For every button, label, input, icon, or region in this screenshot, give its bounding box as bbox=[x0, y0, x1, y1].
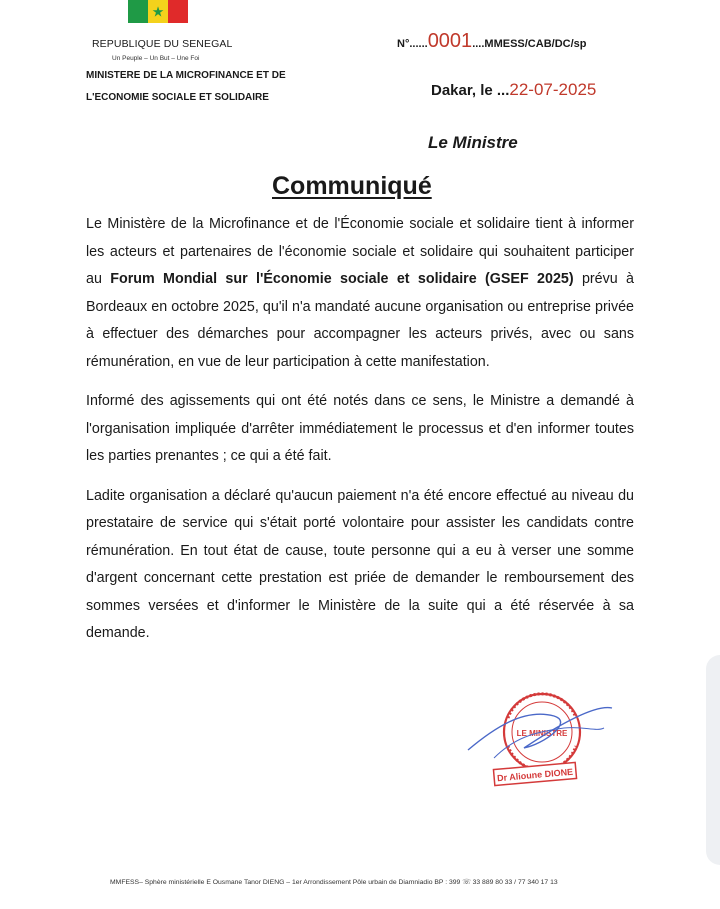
ministry-name bbox=[86, 65, 286, 109]
senegal-flag-icon: ★ bbox=[128, 0, 188, 23]
reference-number: N°......0001....MMESS/CAB/DC/sp bbox=[397, 30, 587, 52]
ref-number-value: 0001 bbox=[427, 30, 473, 52]
ministry-line-1: MINISTERE DE LA MICROFINANCE ET DE bbox=[86, 70, 286, 81]
official-stamp-signature bbox=[464, 688, 614, 798]
republic-label: REPUBLIQUE DU SENEGAL bbox=[92, 38, 233, 50]
document-date: Dakar, le ...22-07-2025 bbox=[431, 80, 597, 99]
paragraph-2: Informé des agissements qui ont été notés dans ce sens, le Ministre a demandé à l'organisation impliquée d'arrêter immédiatement le processus et d'en informer toutes les parties prenantes ; ce qui a été fait. bbox=[86, 393, 634, 464]
signer-title: Le Ministre bbox=[428, 133, 518, 152]
signatory-name: Dr Alioune DIONE bbox=[496, 766, 574, 784]
ministry-line-2: L'ECONOMIE SOCIALE ET SOLIDAIRE bbox=[86, 92, 269, 103]
paragraph-3: Ladite organisation a déclaré qu'aucun paiement n'a été encore effectué au niveau du prestataire de service qui s'était porté volontaire pour assister les candidats contre rémunération. En tout état de cause, toute personne qui a eu à verser une somme d'argent concernant cette prestation est priée de demander le remboursement des sommes versées et d'informer le Ministère de la suite qui a été réservée à sa demande. bbox=[86, 487, 634, 641]
page-title: Communiqué bbox=[272, 172, 432, 200]
scroll-edge-handle[interactable] bbox=[706, 655, 720, 865]
footer-address: MMFESS– Sphère ministérielle E Ousmane Tanor DIENG – 1er Arrondissement Pôle urbain de Diamniadio BP : 399 ☏ 33 889 80 33 / 77 340 17 13 bbox=[110, 879, 558, 886]
forum-name: Forum Mondial sur l'Économie sociale et solidaire (GSEF 2025) bbox=[110, 271, 574, 287]
national-motto: Un Peuple – Un But – Une Foi bbox=[112, 55, 200, 62]
stamp-label: LE MINISTRE bbox=[516, 729, 568, 738]
communique-body bbox=[86, 211, 634, 660]
paragraph-1: Le Ministère de la Microfinance et de l'Économie sociale et solidaire tient à informer les acteurs et partenaires de l'économie sociale et solidaire qui souhaitent participer au Forum Mondial sur l'Économie sociale et solidaire (GSEF 2025) prévu à Bordeaux en octobre 2025, qu'il n'a mandaté aucune organisation ou entreprise privée à effectuer des démarches pour accompagner les acteurs privés, avec ou sans rémunération, en vue de leur participation à cette manifestation. bbox=[86, 216, 634, 370]
date-value: 22-07-2025 bbox=[509, 80, 597, 99]
